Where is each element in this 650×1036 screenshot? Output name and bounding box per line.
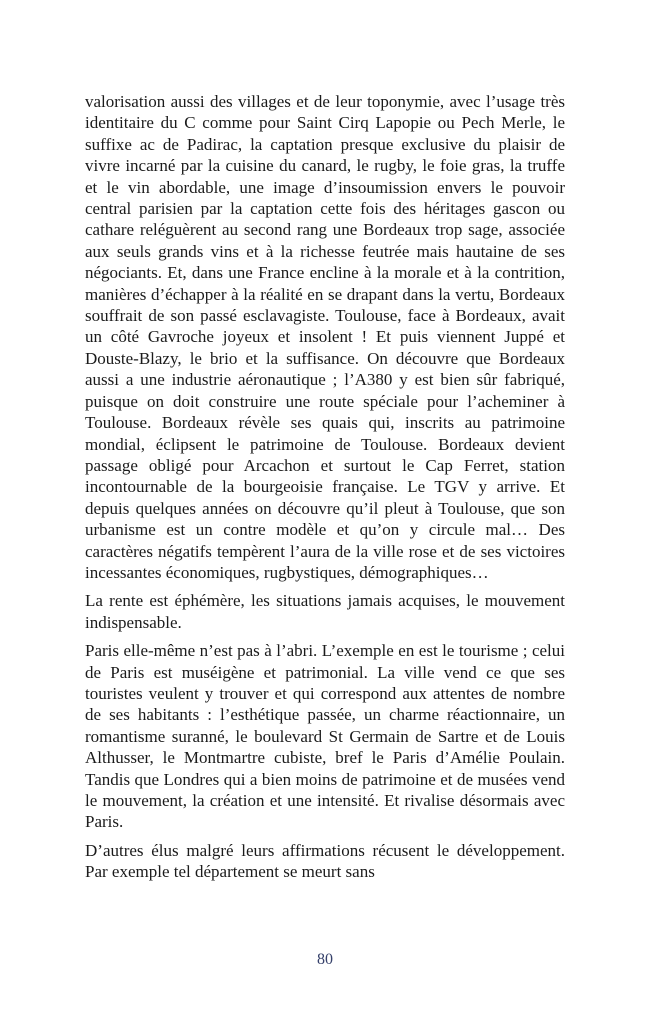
body-paragraph-2: La rente est éphémère, les situations jamais acquises, le mouvement indispensable.	[85, 591, 565, 632]
page-number: 80	[317, 951, 333, 968]
body-text	[85, 91, 565, 883]
body-paragraph-4: D’autres élus malgré leurs affirmations récusent le développement. Par exemple tel département se meurt sans	[85, 840, 565, 882]
body-paragraph-1: valorisation aussi des villages et de leur toponymie, avec l’usage très identitaire du C comme pour Saint Cirq Lapopie ou Pech Merle, le suffixe ac de Padirac, la captation presque exclusive du plaisir de vivre incarné par la cuisine du canard, le rugby, le foie gras, la truffe et le vin abordable, une image d’insoumission envers le pouvoir central parisien par la captation cette fois des héritages gascon ou cathare reléguèrent au second rang une Bordeaux trop sage, associée aux seuls grands vins et à la richesse feutrée mais hautaine de ses négociants. Et, dans une France encline à la morale et à la contrition, manières d’échapper à la réalité en se drapant dans la vertu, Bordeaux souffrait de son passé esclavagiste. Toulouse, face à Bordeaux, avait un côté Gavroche joyeux et insolent ! Et puis viennent Juppé et Douste-Blazy, le brio et la suffisance. On découvre que Bordeaux aussi a une industrie aéronautique ; l’A380 y est bien sûr fabriqué, puisque on doit construire une route spéciale pour l’acheminer à Toulouse. Bordeaux révèle ses quais qui, inscrits au patrimoine mondial, éclipsent le patrimoine de Toulouse. Bordeaux devient passage obligé pour Arcachon et surtout le Cap Ferret, station incontournable de la bourgeoisie française. Le TGV y arrive. Et depuis quelques années on découvre qu’il pleut à Toulouse, que son urbanisme est un contre modèle et qu’on y circule mal… Des caractères négatifs tempèrent l’aura de la ville rose et de ses victoires incessantes économiques, rugbystiques, démographiques…	[85, 92, 565, 582]
body-paragraph-3: Paris elle-même n’est pas à l’abri. L’exemple en est le tourisme ; celui de Paris est muséigène et patrimonial. La ville vend ce que ses touristes veulent y trouver et qui correspond aux attentes de nombre de ses habitants : l’esthétique passée, un charme réactionnaire, un romantisme suranné, le boulevard St Germain de Sartre et de Louis Althusser, le Montmartre cubiste, bref le Paris d’Amélie Poulain. Tandis que Londres qui a bien moins de patrimoine et de musées vend le mouvement, la création et une intensité. Et rivalise désormais avec Paris.	[85, 641, 565, 832]
